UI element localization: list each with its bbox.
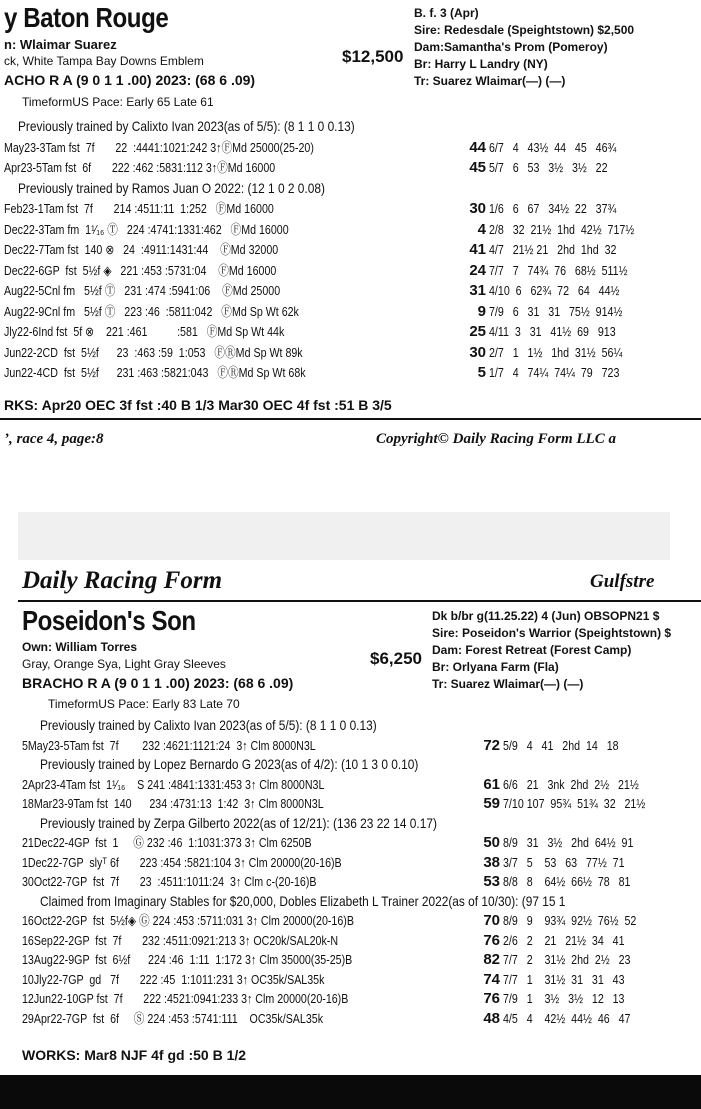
footer-copyright: Copyright© Daily Racing Form LLC a (376, 431, 616, 447)
running-line: 1/6 6 67 34½ 22 37¾ (489, 201, 617, 216)
trainer: Tr: Suarez Wlaimar(—) (—) (432, 677, 584, 691)
race-details: 16Sep22-2GP fst 7f 232 :4511:0921:213 3↑ OC20k/SAL20k-N (22, 932, 339, 948)
trainer-change-note: Previously trained by Lopez Bernardo G 2023(as of 4/2): (10 1 3 0 0.10) (40, 756, 419, 772)
running-line: 8/9 9 93¾ 92½ 76½ 52 (503, 913, 637, 928)
speed-figure: 50 (483, 834, 500, 851)
footer-page: ’, race 4, page:8 (4, 431, 104, 447)
race-details: Dec22-7Tam fst 140 ⊗ 24 :4911:1431:44 ⒻMd 32000 (4, 242, 279, 257)
running-line: 8/8 8 64½ 66½ 78 81 (503, 874, 631, 889)
sex-age: B. f. 3 (Apr) (414, 6, 479, 20)
pace-line: TimeformUS Pace: Early 83 Late 70 (48, 697, 240, 711)
claiming-price: $12,500 (342, 47, 404, 66)
running-line: 1/7 4 74¼ 74¼ 79 723 (489, 365, 620, 380)
race-details: 1Dec22-7GP slyᵀ 6f 223 :454 :5821:104 3↑ Clm 20000(20-16)B (22, 854, 342, 870)
running-line: 7/9 1 3½ 3½ 12 13 (503, 991, 625, 1006)
owner: n: Wlaimar Suarez (4, 37, 117, 52)
speed-figure: 45 (469, 159, 486, 176)
pace-line: TimeformUS Pace: Early 65 Late 61 (22, 95, 214, 109)
speed-figure: 38 (483, 853, 500, 871)
speed-figure: 30 (469, 200, 486, 217)
breeder: Br: Harry L Landry (NY) (414, 57, 548, 71)
past-performance-card-1 (0, 0, 701, 512)
running-line: 2/8 32 21½ 1hd 42½ 717½ (489, 221, 635, 237)
running-line: 6/6 21 3nk 2hd 2½ 21½ (503, 776, 639, 792)
speed-figure: 44 (469, 138, 486, 156)
speed-figure: 74 (483, 970, 500, 988)
silks: Gray, Orange Sya, Light Gray Sleeves (22, 657, 226, 671)
sire: Sire: Poseidon's Warrior (Speightstown) $ (432, 626, 672, 640)
race-details: 13Aug22-9GP fst 6½f 224 :46 1:11 1:172 3↑ Clm 35000(35-25)B (22, 952, 353, 967)
running-line: 6/7 4 43½ 44 45 46¾ (489, 139, 617, 155)
race-details: 18Mar23-9Tam fst 140 234 :4731:13 1:42 3↑ Clm 8000N3L (22, 796, 324, 811)
race-details: 30Oct22-7GP fst 7f 23 :4511:1011:24 3↑ Clm c-(20-16)B (22, 874, 317, 889)
race-details: Aug22-9Cnl fm 5½f Ⓣ 223 :46 :5811:042 ⒻMd Sp Wt 62k (4, 303, 299, 319)
running-line: 7/7 1 31½ 31 31 43 (503, 971, 625, 987)
trainer-change-note: Previously trained by Ramos Juan O 2022: (12 1 0 2 0.08) (18, 179, 325, 196)
speed-figure: 5 (477, 364, 486, 381)
sire: Sire: Redesdale (Speightstown) $2,500 (414, 23, 635, 37)
running-line: 7/10 107 95¾ 51¾ 32 21½ (503, 796, 646, 811)
running-line: 3/7 5 53 63 77½ 71 (503, 854, 625, 870)
silks: ck, White Tampa Bay Downs Emblem (4, 54, 204, 68)
speed-figure: 9 (477, 302, 486, 320)
divider (18, 600, 701, 602)
running-line: 7/7 7 74¾ 76 68½ 511½ (489, 262, 628, 278)
running-line: 4/5 4 42½ 44½ 46 47 (503, 1010, 631, 1026)
speed-figure: 76 (483, 931, 500, 949)
track-name: Gulfstre (590, 571, 655, 592)
breeder: Br: Orlyana Farm (Fla) (432, 660, 559, 674)
race-details: 21Dec22-4GP fst 1 Ⓖ 232 :46 1:1031:373 3↑ Clm 6250B (22, 835, 312, 850)
speed-figure: 30 (469, 343, 486, 361)
race-details: Feb23-1Tam fst 7f 214 :4511:11 1:252 ⒻMd 16000 (4, 201, 274, 216)
race-details: 16Oct22-2GP fst 5½f◈ Ⓖ 224 :453 :5711:031 3↑ Clm 20000(20-16)B (22, 913, 354, 928)
works-line: RKS: Apr20 OEC 3f fst :40 B 1/3 Mar30 OEC 4f fst :51 B 3/5 (4, 397, 392, 413)
dam: Dam:Samantha's Prom (Pomeroy) (414, 40, 608, 54)
trainer: Tr: Suarez Wlaimar(—) (—) (414, 74, 566, 88)
running-line: 4/10 6 62¾ 72 64 44½ (489, 283, 620, 298)
race-details: 5May23-5Tam fst 7f 232 :4621:1121:24 3↑ Clm 8000N3L (22, 737, 316, 753)
speed-figure: 61 (483, 775, 500, 793)
running-line: 2/7 1 1½ 1hd 31½ 56¼ (489, 344, 623, 360)
speed-figure: 31 (469, 282, 486, 299)
works-line: WORKS: Mar8 NJF 4f gd :50 B 1/2 (22, 1047, 247, 1063)
jockey: ACHO R A (9 0 1 1 .00) 2023: (68 6 .09) (4, 72, 256, 88)
race-details: 2Apr23-4Tam fst 1¹⁄₁₆ S 241 :4841:1331:453 3↑ Clm 8000N3L (22, 776, 325, 792)
race-details: Jun22-2CD fst 5½f 23 :463 :59 1:053 ⒻⓇMd Sp Wt 89k (4, 344, 303, 360)
race-details: Jly22-6Ind fst 5f ⊗ 221 :461 :581 ⒻMd Sp Wt 44k (4, 324, 285, 339)
running-line: 7/7 2 31½ 2hd 2½ 23 (503, 952, 631, 967)
dam: Dam: Forest Retreat (Forest Camp) (432, 643, 632, 657)
running-line: 5/7 6 53 3½ 3½ 22 (489, 160, 608, 175)
speed-figure: 76 (483, 990, 500, 1007)
speed-figure: 70 (483, 912, 500, 929)
race-details: Aug22-5Cnl fm 5½f Ⓣ 231 :474 :5941:06 ⒻMd 25000 (4, 283, 281, 298)
running-line: 4/11 3 31 41½ 69 913 (489, 324, 616, 339)
speed-figure: 24 (469, 261, 486, 279)
trainer-change-note: Claimed from Imaginary Stables for $20,000, Dobles Elizabeth L Trainer 2022(as of 10/30): (97 15 1 (40, 892, 566, 909)
speed-figure: 53 (483, 873, 500, 890)
race-details: 12Jun22-10GP fst 7f 222 :4521:0941:233 3↑ Clm 20000(20-16)B (22, 991, 349, 1006)
speed-figure: 41 (469, 241, 486, 258)
running-line: 5/9 4 41 2hd 14 18 (503, 737, 619, 753)
owner: Own: William Torres (22, 640, 138, 654)
bottom-bar (0, 1075, 701, 1109)
race-details: Jun22-4CD fst 5½f 231 :463 :5821:043 ⒻⓇMd Sp Wt 68k (4, 365, 306, 380)
trainer-change-note: Previously trained by Calixto Ivan 2023(as of 5/5): (8 1 1 0 0.13) (18, 118, 355, 134)
card-separator (18, 512, 670, 560)
speed-figure: 4 (477, 220, 486, 238)
race-details: 10Jly22-7GP gd 7f 222 :45 1:1011:231 3↑ OC35k/SAL35k (22, 971, 325, 987)
masthead: Daily Racing Form (22, 567, 223, 594)
jockey: BRACHO R A (9 0 1 1 .00) 2023: (68 6 .09) (22, 675, 294, 691)
speed-figure: 48 (483, 1009, 500, 1027)
race-details: May23-3Tam fst 7f 22 :4441:1021:242 3↑ⒻMd 25000(25-20) (4, 139, 314, 155)
horse-name: Poseidon's Son (22, 605, 196, 636)
trainer-change-note: Previously trained by Calixto Ivan 2023(as of 5/5): (8 1 1 0 0.13) (40, 717, 377, 733)
race-details: 29Apr22-7GP fst 6f Ⓢ 224 :453 :5741:111 OC35k/SAL35k (22, 1010, 324, 1026)
trainer-change-note: Previously trained by Zerpa Gilberto 2022(as of 12/21): (136 23 22 14 0.17) (40, 814, 437, 831)
race-details: Dec22-6GP fst 5½f ◈ 221 :453 :5731:04 ⒻMd 16000 (4, 262, 277, 278)
race-details: Dec22-3Tam fm 1¹⁄₁₆ Ⓣ 224 :4741:1331:462 ⒻMd 16000 (4, 221, 289, 237)
speed-figure: 82 (483, 951, 500, 968)
claiming-price: $6,250 (370, 649, 422, 668)
running-line: 7/9 6 31 31 75½ 914½ (489, 303, 623, 319)
horse-name: y Baton Rouge (4, 2, 169, 33)
past-performance-card-2 (0, 560, 701, 1075)
speed-figure: 72 (483, 736, 500, 754)
sex-age: Dk b/br g(11.25.22) 4 (Jun) OBSOPN21 $ (432, 609, 660, 623)
running-line: 2/6 2 21 21½ 34 41 (503, 932, 625, 948)
speed-figure: 59 (483, 795, 500, 812)
race-details: Apr23-5Tam fst 6f 222 :462 :5831:112 3↑ⒻMd 16000 (4, 160, 276, 175)
speed-figure: 25 (469, 323, 486, 340)
running-line: 4/7 21½ 21 2hd 1hd 32 (489, 242, 617, 257)
divider (0, 418, 701, 420)
running-line: 8/9 31 3½ 2hd 64½ 91 (503, 835, 634, 850)
